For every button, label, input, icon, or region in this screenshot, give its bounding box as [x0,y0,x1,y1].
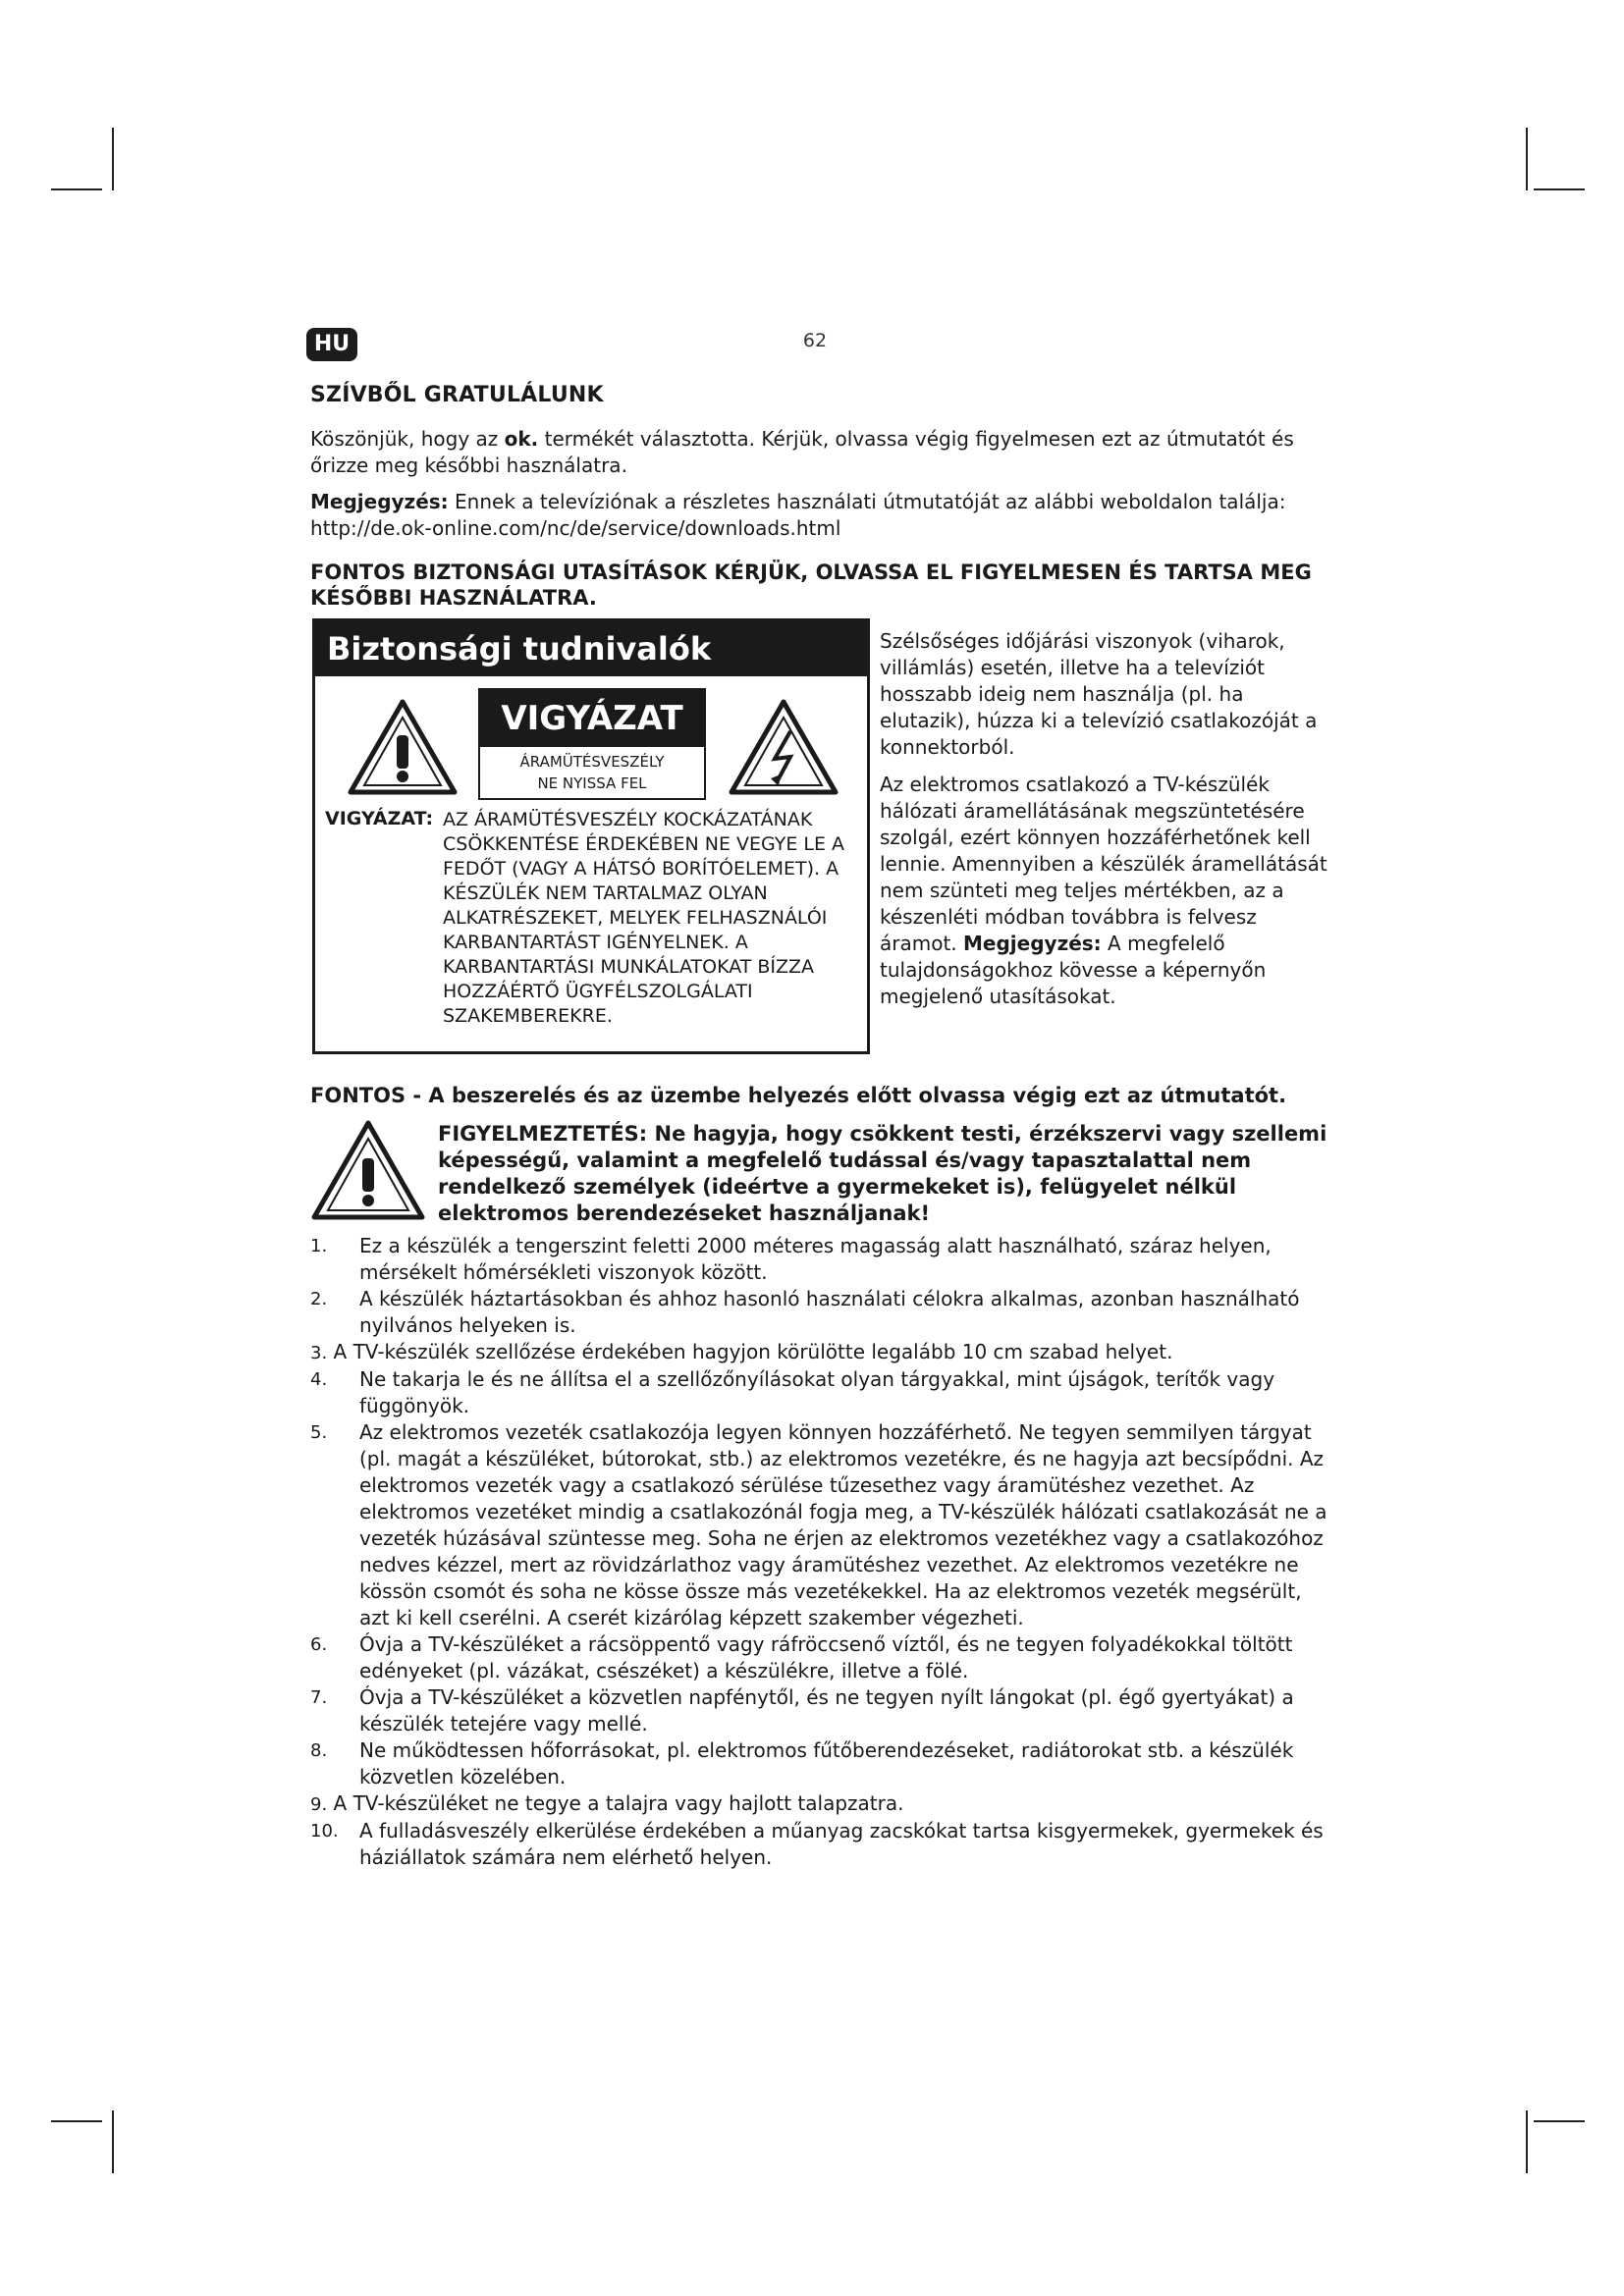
page-number: 62 [802,330,828,351]
item-text: A TV-készülék szellőzése érdekében hagyjon körülötte legalább 10 cm szabad helyet. [333,1340,1173,1363]
item-number: 10. [310,1821,339,1842]
item-number: 4. [310,1369,328,1390]
right-column [880,628,1331,1021]
item-text: Ne takarja le és ne állítsa el a szellőzőnyílásokat olyan tárgyakkal, mint újságok, terítők vagy függönyök. [359,1367,1275,1417]
item-number: 8. [310,1740,328,1761]
item-text: Óvja a TV-készüléket a rácsöppentő vagy ráfröccsenő víztől, és ne tegyen folyadékokkal töltött edényeket (pl. vázákat, csészéket) a készülékre, illetve a fölé. [359,1632,1293,1682]
crop-mark [51,2120,102,2122]
list-item [310,1286,1335,1339]
safety-box [312,618,870,1054]
intro-title: SZÍVBŐL GRATULÁLUNK [310,383,604,407]
note-paragraph [310,489,1331,542]
item-text: Az elektromos vezeték csatlakozója legyen könnyen hozzáférhető. Ne tegyen semmilyen tárgyat (pl. magát a készüléket, bútorokat, stb.) az elektromos vezetékre, és ne hagyja azt becsípődni. Az elektromos vezeték vagy a csatlakozó sérülése tűzesethez vagy áramütéshez vezethet. Az elektromos vezetéket mindig a csatlakozónál fogja meg, a TV-készülék hálózati csatlakozását ne a vezeték húzásával szüntesse meg. Soha ne érjen az elektromos vezetékhez vagy a csatlakozóhoz nedves kézzel, mert az rövidzárlathoz vagy áramütéshez vezethet. Az elektromos vezetékre ne kössön csomót és soha ne kösse össze más vezetékekkel. Ha az elektromos vezeték megsérült, azt ki kell cserélni. A cserét kizárólag képzett szakember végezheti. [359,1420,1327,1629]
list-item [310,1419,1335,1631]
fontos-heading: FONTOS - A beszerelés és az üzembe helyezés előtt olvassa végig ezt az útmutatót. [310,1084,1287,1107]
thanks-paragraph [310,426,1331,479]
caution-subtitle [480,751,704,794]
crop-mark [112,128,114,190]
plug-note-text: A megfelelő tulajdonságokhoz kövesse a képernyőn megjelenő utasításokat. [880,932,1267,1008]
warning-label: VIGYÁZAT: [325,808,434,829]
item-number: 5. [310,1422,328,1443]
brand-name: ok. [504,427,539,451]
item-text: Ez a készülék a tengerszint feletti 2000 méteres magasság alatt használható, száraz helyen, mérsékelt hőmérsékleti viszonyok között. [359,1234,1272,1284]
list-item [310,1818,1335,1871]
item-text: Ne működtessen hőforrásokat, pl. elektromos fűtőberendezéseket, radiátorokat stb. a készülék közvetlen közelében. [359,1738,1294,1789]
plug-paragraph [880,772,1331,1010]
electric-shock-icon [728,698,839,796]
thanks-text: Köszönjük, hogy az [310,427,505,451]
safety-list [310,1233,1335,1871]
item-text: Óvja a TV-készüléket a közvetlen napfénytől, és ne tegyen nyílt lángokat (pl. égő gyertyákat) a készülék tetejére vagy mellé. [359,1685,1294,1735]
warning-paragraph: FIGYELMEZTETÉS: Ne hagyja, hogy csökkent testi, érzékszervi vagy szellemi képességű, valamint a megfelelő tudással és/vagy tapasztalattal nem rendelkező személyek (ideértve a gyermekeket is), felügyelet nélkül elektromos berendezéseket használjanak! [438,1122,1327,1225]
caution-line-2: NE NYISSA FEL [537,774,647,792]
weather-paragraph: Szélsőséges időjárási viszonyok (viharok, villámlás) esetén, illetve ha a televíziót hosszabb ideig nem használja (pl. ha elutazik), húzza ki a televízió csatlakozóját a konnektorból. [880,629,1318,759]
list-item [310,1366,1335,1419]
caution-label [478,688,706,800]
list-item [310,1339,1335,1366]
item-number: 3. [310,1343,328,1363]
item-number: 2. [310,1289,328,1309]
list-item [310,1684,1335,1737]
note-text: Ennek a televíziónak a részletes használati útmutatóját az alábbi weboldalon találja: http://de.ok-online.com/nc/de/service/downloads.html [310,490,1286,540]
important-heading: FONTOS BIZTONSÁGI UTASÍTÁSOK KÉRJÜK, OLVASSA EL FIGYELMESEN ÉS TARTSA MEG KÉSŐBBI HASZNÁLATRA. [310,561,1312,610]
item-text: A készülék háztartásokban és ahhoz hasonló használati célokra alkalmas, azonban használható nyilvános helyeken is. [359,1287,1300,1337]
plug-text: Az elektromos csatlakozó a TV-készülék hálózati áramellátásának megszüntetésére szolgál, ezért könnyen hozzáférhetőnek kell lennie. Amennyiben a készülék áramellátását nem szünteti meg teljes mértékben, az a készenléti módban továbbra is felvesz áramot. [880,773,1327,955]
crop-mark [51,188,102,190]
item-text: A fulladásveszély elkerülése érdekében a műanyag zacskókat tartsa kisgyermekek, gyermekek és háziállatok számára nem elérhető helyen. [359,1819,1324,1869]
caution-title: VIGYÁZAT [480,690,704,747]
item-number: 6. [310,1634,328,1655]
caution-line-1: ÁRAMÜTÉSVESZÉLY [519,753,665,771]
item-number: 1. [310,1236,328,1256]
warning-text: AZ ÁRAMÜTÉSVESZÉLY KOCKÁZATÁNAK CSÖKKENTÉSE ÉRDEKÉBEN NE VEGYE LE A FEDŐT (VAGY A HÁTSÓ BORÍTÓELEMET). A KÉSZÜLÉK NEM TARTALMAZ OLYAN ALKATRÉSZEKET, MELYEK FELHASZNÁLÓI KARBANTARTÁST IGÉNYELNEK. A KARBANTARTÁSI MUNKÁLATOKAT BÍZZA HOZZÁÉRTŐ ÜGYFÉLSZOLGÁLATI SZAKEMBEREKRE. [443,809,845,1027]
item-text: A TV-készüléket ne tegye a talajra vagy hajlott talapzatra. [333,1791,904,1815]
language-badge: HU [306,328,357,361]
list-item [310,1233,1335,1286]
crop-mark [1526,2110,1528,2173]
crop-mark [112,2110,114,2173]
plug-note-label: Megjegyzés: [963,932,1102,955]
list-item [310,1790,1335,1818]
crop-mark [1534,2120,1585,2122]
thanks-text-end: termékét választotta. Kérjük, olvassa végig figyelmesen ezt az útmutatót és őrizze meg későbbi használatra. [310,427,1294,477]
crop-mark [1526,128,1528,190]
item-number: 7. [310,1687,328,1708]
warning-triangle-icon [310,1119,426,1221]
list-item [310,1737,1335,1790]
crop-mark [1534,188,1585,190]
list-item [310,1631,1335,1684]
safety-box-title: Biztonsági tudnivalók [315,621,867,676]
warning-triangle-icon [347,698,459,796]
note-label: Megjegyzés: [310,490,449,513]
item-number: 9. [310,1794,328,1815]
